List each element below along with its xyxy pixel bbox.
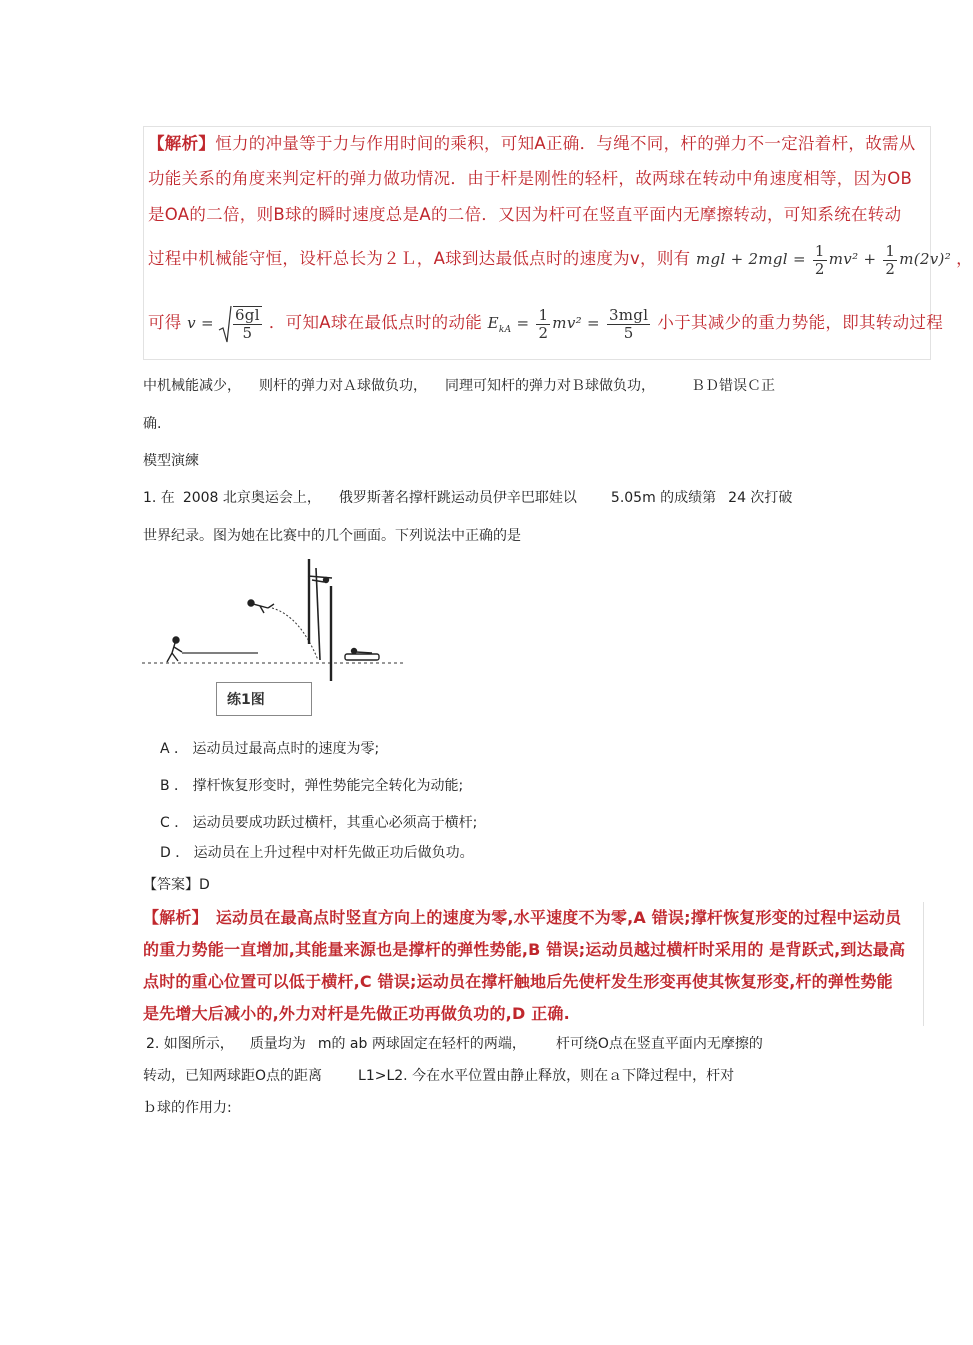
analysis2-line-3: 点时的重心位置可以低于横杆,C 错误;运动员在撑杆触地后先使杆发生形变再使其恢复形变,杆的弹性势能 [143,972,893,991]
q1-line-1: 1. 在 2008 北京奥运会上， 俄罗斯著名撑杆跳运动员伊辛巴耶娃以 5.05m 的成绩第 24 次打破 [143,490,793,506]
analysis-box-2 [143,902,924,1026]
analysis2-line-1: 【解析】 运动员在最高点时竖直方向上的速度为零,水平速度不为零,A 错误;撑杆恢复形变的过程中运动员 [143,908,902,927]
analysis1-line-2: 功能关系的角度来判定杆的弹力做功情况．由于杆是刚性的轻杆，故两球在转动中角速度相等，因为OB [148,169,913,188]
analysis1-tag: 【解析】 [148,134,216,153]
energy-equation: mgl + 2mgl = $\frac{1}{2}$ mv² + $\frac{1}{2}$ m(2v)² [696,241,952,278]
trajectory-arc [272,608,318,660]
q1-answer: 【答案】D [143,877,210,893]
fraction-3mgl-5: $\frac{\text{3mgl}}{5}$ [608,305,649,342]
velocity-formula: v = $\frac{6gl}{5}$ [187,306,260,342]
q2-line-1: 2. 如图所示， 质量均为 m的 ab 两球固定在轻杆的两端， 杆可绕O点在竖直平面内无摩擦的 [146,1036,763,1052]
q1-option-d: D ． 运动员在上升过程中对杆先做正功后做负功。 [160,845,474,861]
analysis1-line-5: 可得 v = $\frac{6gl}{5}$ ．可知A球在最低点时的动能 $E_{kA}$ = $\frac{1}{2}$ mv² = $\frac{\text{3mgl}}{5}$ 小于其减少的重力势能，即其转动过程 [148,305,943,342]
analysis1-line-1: 【解析】恒力的冲量等于力与作用时间的乘积，可知A正确．与绳不同，杆的弹力不一定沿着杆，故需从 [148,134,916,153]
q2-line-2: 转动，已知两球距O点的距离 L1>L2. 今在水平位置由静止释放，则在ａ下降过程中，杆对 [143,1068,735,1084]
kinetic-energy-formula: $E_{kA}$ = $\frac{1}{2}$ mv² = $\frac{\text{3mgl}}{5}$ [487,305,649,342]
sqrt-fraction: $\frac{6gl}{5}$ [234,306,260,342]
fraction-half-1: $\frac{1}{2}$ [814,241,825,278]
analysis1-line-4: 过程中机械能守恒，设杆总长为２Ｌ，A球到达最低点时的速度为v，则有 mgl + 2mgl = $\frac{1}{2}$ mv² + $\frac{1}{2}$ m(2v)² ， [148,241,973,278]
analysis1-line-3: 是OA的二倍，则B球的瞬时速度总是A的二倍．又因为杆可在竖直平面内无摩擦转动，可知系统在转动 [148,205,902,224]
vaulter-in-air-figure [248,600,274,613]
q1-option-b: B ． 撑杆恢复形变时，弹性势能完全转化为动能; [160,778,464,794]
figure-caption: 练1图 [216,682,312,716]
analysis2-line-4: 是先增大后减小的,外力对杆是先做正功再做负功的,D 正确. [143,1004,570,1023]
landed-athlete-figure [345,649,379,661]
vaulter-at-top-figure [308,576,332,583]
section-title: 模型演練 [143,453,199,469]
q2-line-3: ｂ球的作用力: [143,1100,232,1116]
q1-option-a: A ． 运动员过最高点时的速度为零; [160,741,380,757]
analysis-box-1 [143,126,973,360]
fraction-half-3: $\frac{1}{2}$ [538,305,549,342]
after1-line-1: 中机械能减少， 则杆的弹力对Ａ球做负功， 同理可知杆的弹力对Ｂ球做负功， ＢＤ错误Ｃ正 [143,378,775,394]
fraction-half-2: $\frac{1}{2}$ [885,241,896,278]
runner-figure [167,637,182,662]
analysis2-tag: 【解析】 [143,908,208,927]
q1-line-2: 世界纪录。图为她在比赛中的几个画面。下列说法中正确的是 [143,528,521,544]
analysis2-line-2: 的重力势能一直增加,其能量来源也是撑杆的弹性势能,B 错误;运动员越过横杆时采用的 是背跃式,到达最高 [143,940,906,959]
sqrt-sign-icon [219,304,231,344]
q1-option-c: C ． 运动员要成功跃过横杆，其重心必须高于横杆; [160,815,478,831]
after1-line-2: 确. [143,416,162,432]
